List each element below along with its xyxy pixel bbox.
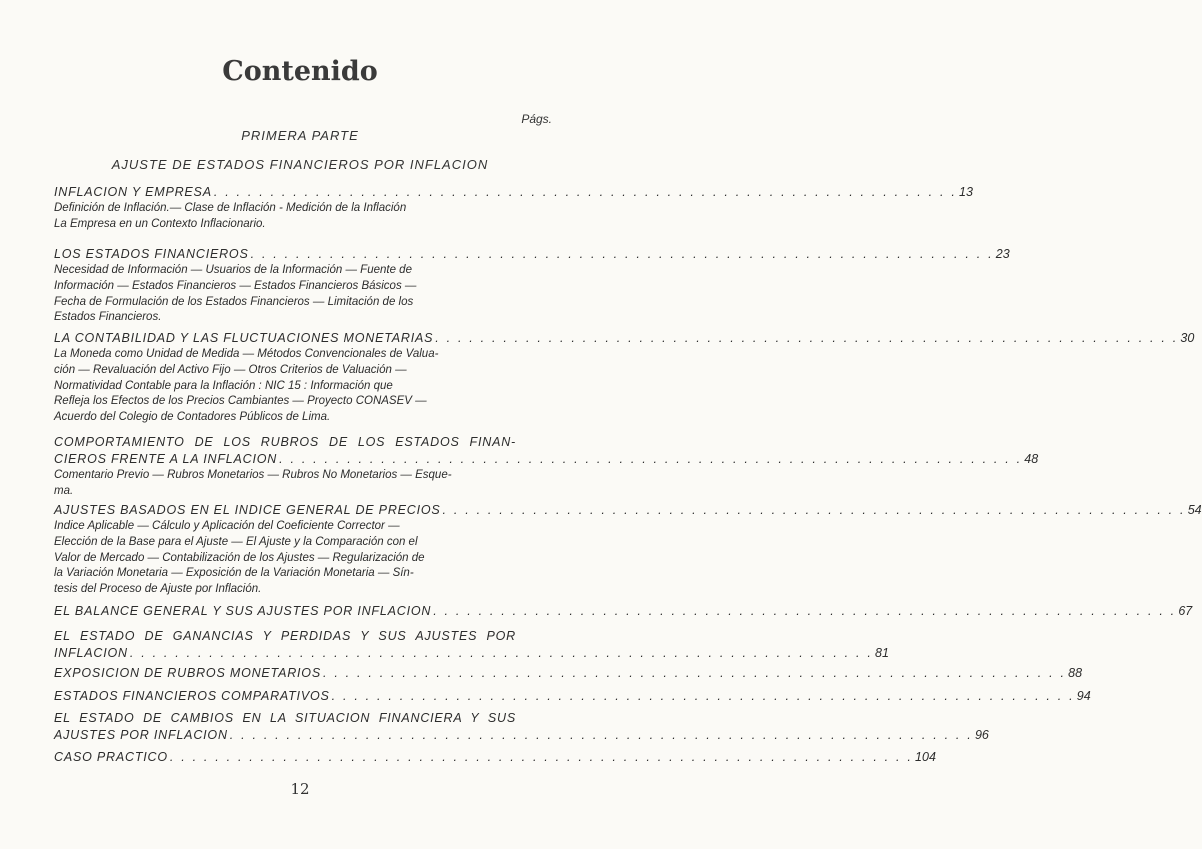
page-number: 12	[290, 780, 310, 798]
dot-leader: . . . . . . . . . . . . . . . . . . . . . . . . . . . . . . . . . . . . . . . . . . . . . . . . . . . . . . . . . . . . . . . . . .	[331, 689, 1075, 703]
toc-description-line: la Variación Monetaria — Exposición de la Variación Monetaria — Sín-	[54, 567, 414, 580]
toc-heading: EXPOSICION DE RUBROS MONETARIOS	[54, 666, 321, 680]
toc-description-line: Fecha de Formulación de los Estados Financieros — Limitación de los	[54, 295, 414, 308]
toc-page-number: 88	[1068, 666, 1083, 680]
dot-leader: . . . . . . . . . . . . . . . . . . . . . . . . . . . . . . . . . . . . . . . . . . . . . . . . . . . . . . . . . . . . . . . . . .	[229, 728, 973, 742]
toc-entry	[54, 688, 1091, 705]
toc-description-line: Definición de Inflación.— Clase de Inflación - Medición de la Inflación	[54, 202, 407, 214]
toc-entry	[54, 330, 1195, 426]
page-title: Contenido	[222, 56, 378, 87]
toc-description-line: Necesidad de Información — Usuarios de la Información — Fuente de	[54, 264, 412, 276]
toc-entry	[54, 710, 989, 744]
pages-column-label: Págs.	[521, 112, 552, 126]
toc-description-line: ción — Revaluación del Activo Fijo — Otros Criterios de Valuación —	[54, 363, 407, 376]
toc-page-number: 94	[1076, 689, 1091, 703]
toc-heading-row	[54, 727, 989, 744]
toc-description-line: Información — Estados Financieros — Estados Financieros Básicos —	[54, 279, 417, 292]
toc-heading: EL BALANCE GENERAL Y SUS AJUSTES POR INFLACION	[54, 604, 432, 618]
toc-page-number: 54	[1187, 503, 1202, 517]
toc-description-line: Normatividad Contable para la Inflación : NIC 15 : Información que	[54, 379, 393, 392]
toc-description-line: La Empresa en un Contexto Inflacionario.	[54, 217, 266, 230]
toc-heading: INFLACION Y EMPRESA	[54, 185, 212, 199]
toc-page-number: 96	[974, 728, 989, 742]
toc-entry	[54, 749, 936, 766]
toc-entry	[54, 434, 1039, 500]
toc-entry	[54, 603, 1193, 620]
toc-page-number: 30	[1180, 331, 1195, 345]
dot-leader: . . . . . . . . . . . . . . . . . . . . . . . . . . . . . . . . . . . . . . . . . . . . . . . . . . . . . . . . . . . . . . . . . .	[213, 185, 957, 199]
dot-leader: . . . . . . . . . . . . . . . . . . . . . . . . . . . . . . . . . . . . . . . . . . . . . . . . . . . . . . . . . . . . . . . . . .	[129, 646, 874, 660]
toc-description-line: Indice Aplicable — Cálculo y Aplicación del Coeficiente Corrector —	[54, 520, 400, 532]
toc-description-line: Acuerdo del Colegio de Contadores Públicos de Lima.	[54, 411, 331, 424]
toc-heading-row	[54, 246, 1010, 263]
toc-page-number: 67	[1178, 604, 1193, 618]
dot-leader: . . . . . . . . . . . . . . . . . . . . . . . . . . . . . . . . . . . . . . . . . . . . . . . . . . . . . . . . . . . . . . . . . .	[322, 666, 1067, 680]
toc-description-line: Valor de Mercado — Contabilización de los Ajustes — Regularización de	[54, 551, 425, 564]
toc-description-line: Refleja los Efectos de los Precios Cambiantes — Proyecto CONASEV —	[54, 395, 427, 408]
toc-description-line: Comentario Previo — Rubros Monetarios — Rubros No Monetarios — Esque-	[54, 469, 452, 481]
toc-page-number: 81	[875, 646, 889, 660]
toc-heading: AJUSTES BASADOS EN EL INDICE GENERAL DE PRECIOS	[54, 503, 441, 517]
toc-heading-row	[54, 451, 1039, 468]
toc-page-number: 104	[915, 750, 936, 764]
dot-leader: . . . . . . . . . . . . . . . . . . . . . . . . . . . . . . . . . . . . . . . . . . . . . . . . . . . . . . . . . . . . . . . . . .	[433, 604, 1177, 618]
toc-description-line: La Moneda como Unidad de Medida — Métodos Convencionales de Valua-	[54, 348, 439, 360]
toc-heading: INFLACION	[54, 646, 128, 660]
toc-heading-row	[54, 184, 973, 201]
dot-leader: . . . . . . . . . . . . . . . . . . . . . . . . . . . . . . . . . . . . . . . . . . . . . . . . . . . . . . . . . . . . . . . . . .	[435, 331, 1179, 345]
toc-heading: CASO PRACTICO	[54, 750, 168, 764]
dot-leader: . . . . . . . . . . . . . . . . . . . . . . . . . . . . . . . . . . . . . . . . . . . . . . . . . . . . . . . . . . . . . . . . . .	[442, 503, 1186, 517]
toc-entry	[54, 628, 889, 662]
part-subtitle: AJUSTE DE ESTADOS FINANCIEROS POR INFLACION	[111, 157, 489, 172]
toc-heading-row	[54, 603, 1193, 620]
toc-heading-line: EL ESTADO DE CAMBIOS EN LA SITUACION FINANCIERA Y SUS	[54, 711, 516, 725]
toc-heading-row	[54, 645, 889, 662]
toc-description-line: tesis del Proceso de Ajuste por Inflación.	[54, 583, 262, 596]
toc-heading: AJUSTES POR INFLACION	[54, 728, 228, 742]
toc-page-number: 13	[959, 185, 973, 199]
toc-heading-row	[54, 330, 1195, 347]
toc-page-number: 23	[995, 247, 1010, 261]
toc-heading-row	[54, 688, 1091, 705]
toc-heading: ESTADOS FINANCIEROS COMPARATIVOS	[54, 689, 330, 703]
toc-heading: LA CONTABILIDAD Y LAS FLUCTUACIONES MONETARIAS	[54, 331, 434, 345]
part-heading: PRIMERA PARTE	[241, 128, 359, 143]
toc-heading-line: COMPORTAMIENTO DE LOS RUBROS DE LOS ESTADOS FINAN-	[54, 435, 516, 449]
toc-entry	[54, 502, 1202, 598]
toc-heading: CIEROS FRENTE A LA INFLACION	[54, 452, 278, 466]
toc-heading-row	[54, 665, 1083, 682]
toc-description-line: ma.	[54, 484, 74, 497]
dot-leader: . . . . . . . . . . . . . . . . . . . . . . . . . . . . . . . . . . . . . . . . . . . . . . . . . . . . . . . . . . . . . . . . . .	[169, 750, 914, 764]
toc-description-line: Elección de la Base para el Ajuste — El Ajuste y la Comparación con el	[54, 535, 418, 548]
toc-heading-row	[54, 749, 936, 766]
toc-heading: LOS ESTADOS FINANCIEROS	[54, 247, 249, 261]
toc-heading-line: EL ESTADO DE GANANCIAS Y PERDIDAS Y SUS AJUSTES POR	[54, 629, 516, 643]
toc-description-line: Estados Financieros.	[54, 311, 162, 324]
toc-heading-row	[54, 502, 1202, 519]
toc-page-number: 48	[1024, 452, 1039, 466]
dot-leader: . . . . . . . . . . . . . . . . . . . . . . . . . . . . . . . . . . . . . . . . . . . . . . . . . . . . . . . . . . . . . . . . . .	[279, 452, 1023, 466]
toc-entry	[54, 184, 973, 233]
dot-leader: . . . . . . . . . . . . . . . . . . . . . . . . . . . . . . . . . . . . . . . . . . . . . . . . . . . . . . . . . . . . . . . . . .	[250, 247, 994, 261]
toc-entry	[54, 246, 1010, 326]
toc-entry	[54, 665, 1083, 682]
